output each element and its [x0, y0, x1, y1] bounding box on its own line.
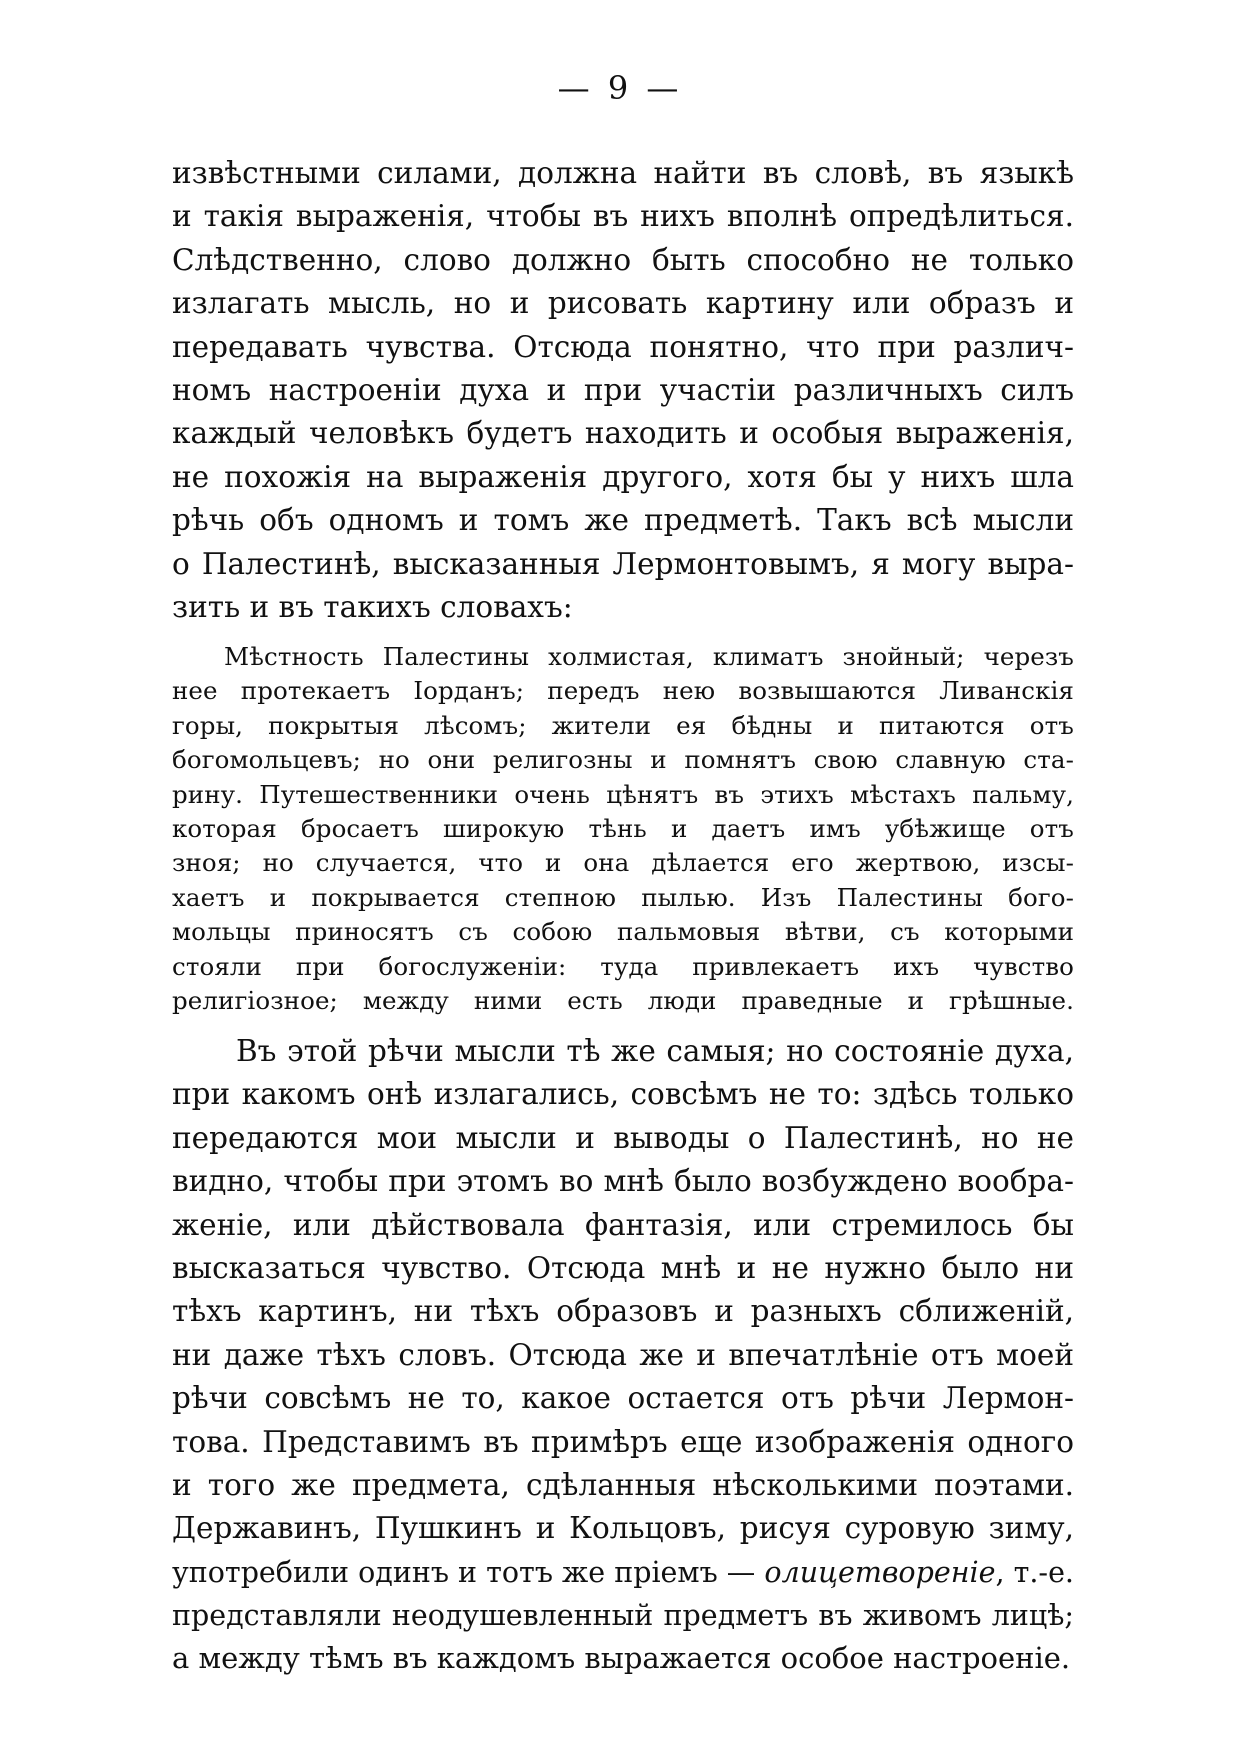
text-line: рѣчь объ одномъ и томъ же предметѣ. Такъ всѣ мысли: [172, 503, 1074, 538]
quote-line: религіозное; между ними есть люди праведные и грѣшные.: [172, 985, 1074, 1015]
text-line: рѣчи совсѣмъ не то, какое остается отъ рѣчи Лермон-: [172, 1381, 1074, 1416]
text-line: и такія выраженія, чтобы въ нихъ вполнѣ опредѣлиться.: [172, 199, 1074, 234]
page-number: — 9 —: [557, 69, 683, 107]
text-segment: , т.-е.: [995, 1555, 1074, 1589]
quoted-passage: [172, 640, 1074, 1018]
quote-line: рину. Путешественники очень цѣнятъ въ этихъ мѣстахъ пальму,: [172, 779, 1074, 809]
text-line: номъ настроеніи духа и при участіи различныхъ силъ: [172, 372, 1074, 407]
text-line: тѣхъ картинъ, ни тѣхъ образовъ и разныхъ сближеній,: [172, 1294, 1074, 1329]
paragraph-1: [172, 152, 1074, 629]
quote-line: хаетъ и покрывается степною пылью. Изъ Палестины бого-: [172, 882, 1074, 912]
text-line: каждый человѣкъ будетъ находить и особыя выраженія,: [172, 416, 1074, 451]
quote-line: стояли при богослуженіи: туда привлекаетъ ихъ чувство: [172, 951, 1074, 981]
text-line: зить и въ такихъ словахъ:: [172, 589, 573, 624]
text-line-with-italic: [172, 1551, 1074, 1594]
text-line: ни даже тѣхъ словъ. Отсюда же и впечатлѣніе отъ моей: [172, 1337, 1074, 1372]
text-segment: употребили одинъ и тотъ же пріемъ —: [172, 1555, 756, 1589]
text-line: о Палестинѣ, высказанныя Лермонтовымъ, я могу выра-: [172, 546, 1074, 581]
quote-line: мольцы приносятъ съ собою пальмовыя вѣтви, съ которыми: [172, 917, 1074, 947]
quote-line: которая бросаетъ широкую тѣнь и даетъ имъ убѣжище отъ: [172, 813, 1074, 843]
text-line: излагать мысль, но и рисовать картину или образъ и: [172, 286, 1074, 321]
text-line: и того же предмета, сдѣланныя нѣсколькими поэтами.: [172, 1467, 1074, 1502]
text-line: а между тѣмъ въ каждомъ выражается особое настроеніе.: [172, 1641, 1071, 1676]
text-line: Въ этой рѣчи мысли тѣ же самыя; но состояніе духа,: [236, 1034, 1074, 1068]
quote-line: нее протекаетъ Іорданъ; передъ нею возвышаются Ливанскія: [172, 676, 1074, 706]
paragraph-2: [172, 1030, 1074, 1681]
text-line: не похожія на выраженія другого, хотя бы у нихъ шла: [172, 459, 1074, 494]
text-line: передавать чувства. Отсюда понятно, что при различ-: [172, 329, 1074, 364]
text-line: передаются мои мысли и выводы о Палестинѣ, но не: [172, 1120, 1074, 1155]
text-line: видно, чтобы при этомъ во мнѣ было возбуждено вообра-: [172, 1164, 1074, 1199]
text-line: высказаться чувство. Отсюда мнѣ и не нужно было ни: [172, 1250, 1074, 1285]
text-line: Державинъ, Пушкинъ и Кольцовъ, рисуя суровую зиму,: [172, 1511, 1074, 1546]
text-line: извѣстными силами, должна найти въ словѣ, въ языкѣ: [172, 156, 1074, 190]
quote-line: Мѣстность Палестины холмистая, климатъ знойный; черезъ: [224, 642, 1074, 671]
text-line: Слѣдственно, слово должно быть способно не только: [172, 242, 1074, 277]
text-line: това. Представимъ въ примѣръ еще изображенія одного: [172, 1424, 1074, 1459]
italic-term: олицетвореніе: [764, 1555, 996, 1589]
quote-line: горы, покрытыя лѣсомъ; жители ея бѣдны и питаются отъ: [172, 710, 1074, 740]
text-line: при какомъ онѣ излагались, совсѣмъ не то: здѣсь только: [172, 1077, 1074, 1112]
text-line: представляли неодушевленный предметъ въ живомъ лицѣ;: [172, 1599, 1074, 1633]
quote-line: зноя; но случается, что и она дѣлается его жертвою, изсы-: [172, 848, 1074, 878]
text-line: женіе, или дѣйствовала фантазія, или стремилось бы: [172, 1207, 1074, 1242]
quote-line: богомольцевъ; но они религозны и помнятъ свою славную ста-: [172, 745, 1074, 775]
